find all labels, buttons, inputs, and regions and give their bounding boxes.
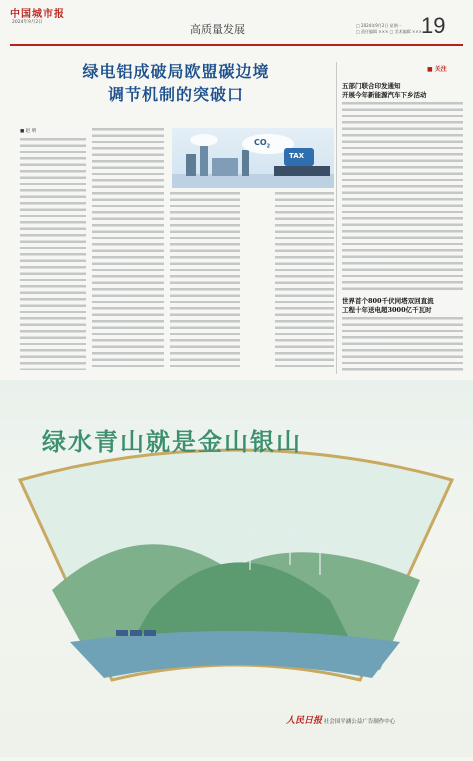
sidebar-headline-1-line1: 五部门联合印发通知: [342, 82, 401, 90]
article-byline: ■ 赵 明: [20, 129, 37, 134]
carbon-tax-illustration: [172, 128, 334, 188]
article-body-column-3: [170, 192, 240, 370]
section-title: 高质量发展: [190, 23, 245, 36]
header-meta-line2: □ 责任编辑 ××× □ 美术编辑 ×××: [356, 29, 423, 34]
header-rule: [10, 44, 463, 46]
sidebar-body-2: [342, 317, 463, 373]
header-meta: [356, 23, 422, 35]
sidebar-headline-1-line2: 开展今年新能源汽车下乡活动: [342, 91, 427, 99]
page-header: [0, 0, 473, 46]
article-body-column-2: [92, 128, 164, 370]
article-body-column-4: [275, 192, 334, 370]
newspaper-logo: 中国城市报: [10, 9, 65, 20]
sidebar-headline-2-line2: 工程十年送电超3000亿千瓦时: [342, 306, 432, 314]
article-body-column-1: [20, 138, 86, 370]
article-title-line1: 绿电铝成破局欧盟碳边境: [82, 62, 270, 81]
column-divider: [336, 62, 337, 374]
sidebar-tag: [427, 64, 447, 73]
issue-date: 2024年9月2日: [12, 20, 43, 25]
sidebar-headline-2: [342, 297, 462, 315]
header-meta-line1: □ 2024年9月2日 星期一: [356, 23, 402, 28]
factory-icon: [172, 128, 334, 188]
sidebar-headline-2-line1: 世界首个800千伏同塔双回直流: [342, 297, 434, 305]
bullet-icon: ■: [427, 66, 435, 73]
tax-label: TAX: [289, 152, 305, 160]
page-number: 19: [421, 13, 446, 38]
co2-label: $CO_2$: [254, 138, 271, 150]
publisher-logo: 人民日报: [286, 716, 323, 726]
article-title-line2: 调节机制的突破口: [107, 85, 244, 104]
sidebar-headline-1: [342, 82, 462, 100]
poster-slogan: 绿水青山就是金山银山: [42, 427, 302, 456]
poster-credit: [286, 713, 395, 726]
credit-text: 社会国平涵公益广告制作中心: [323, 719, 396, 725]
article-title: [36, 60, 316, 106]
sidebar-tag-label: 关注: [434, 66, 447, 73]
sidebar-body-1: [342, 102, 463, 290]
